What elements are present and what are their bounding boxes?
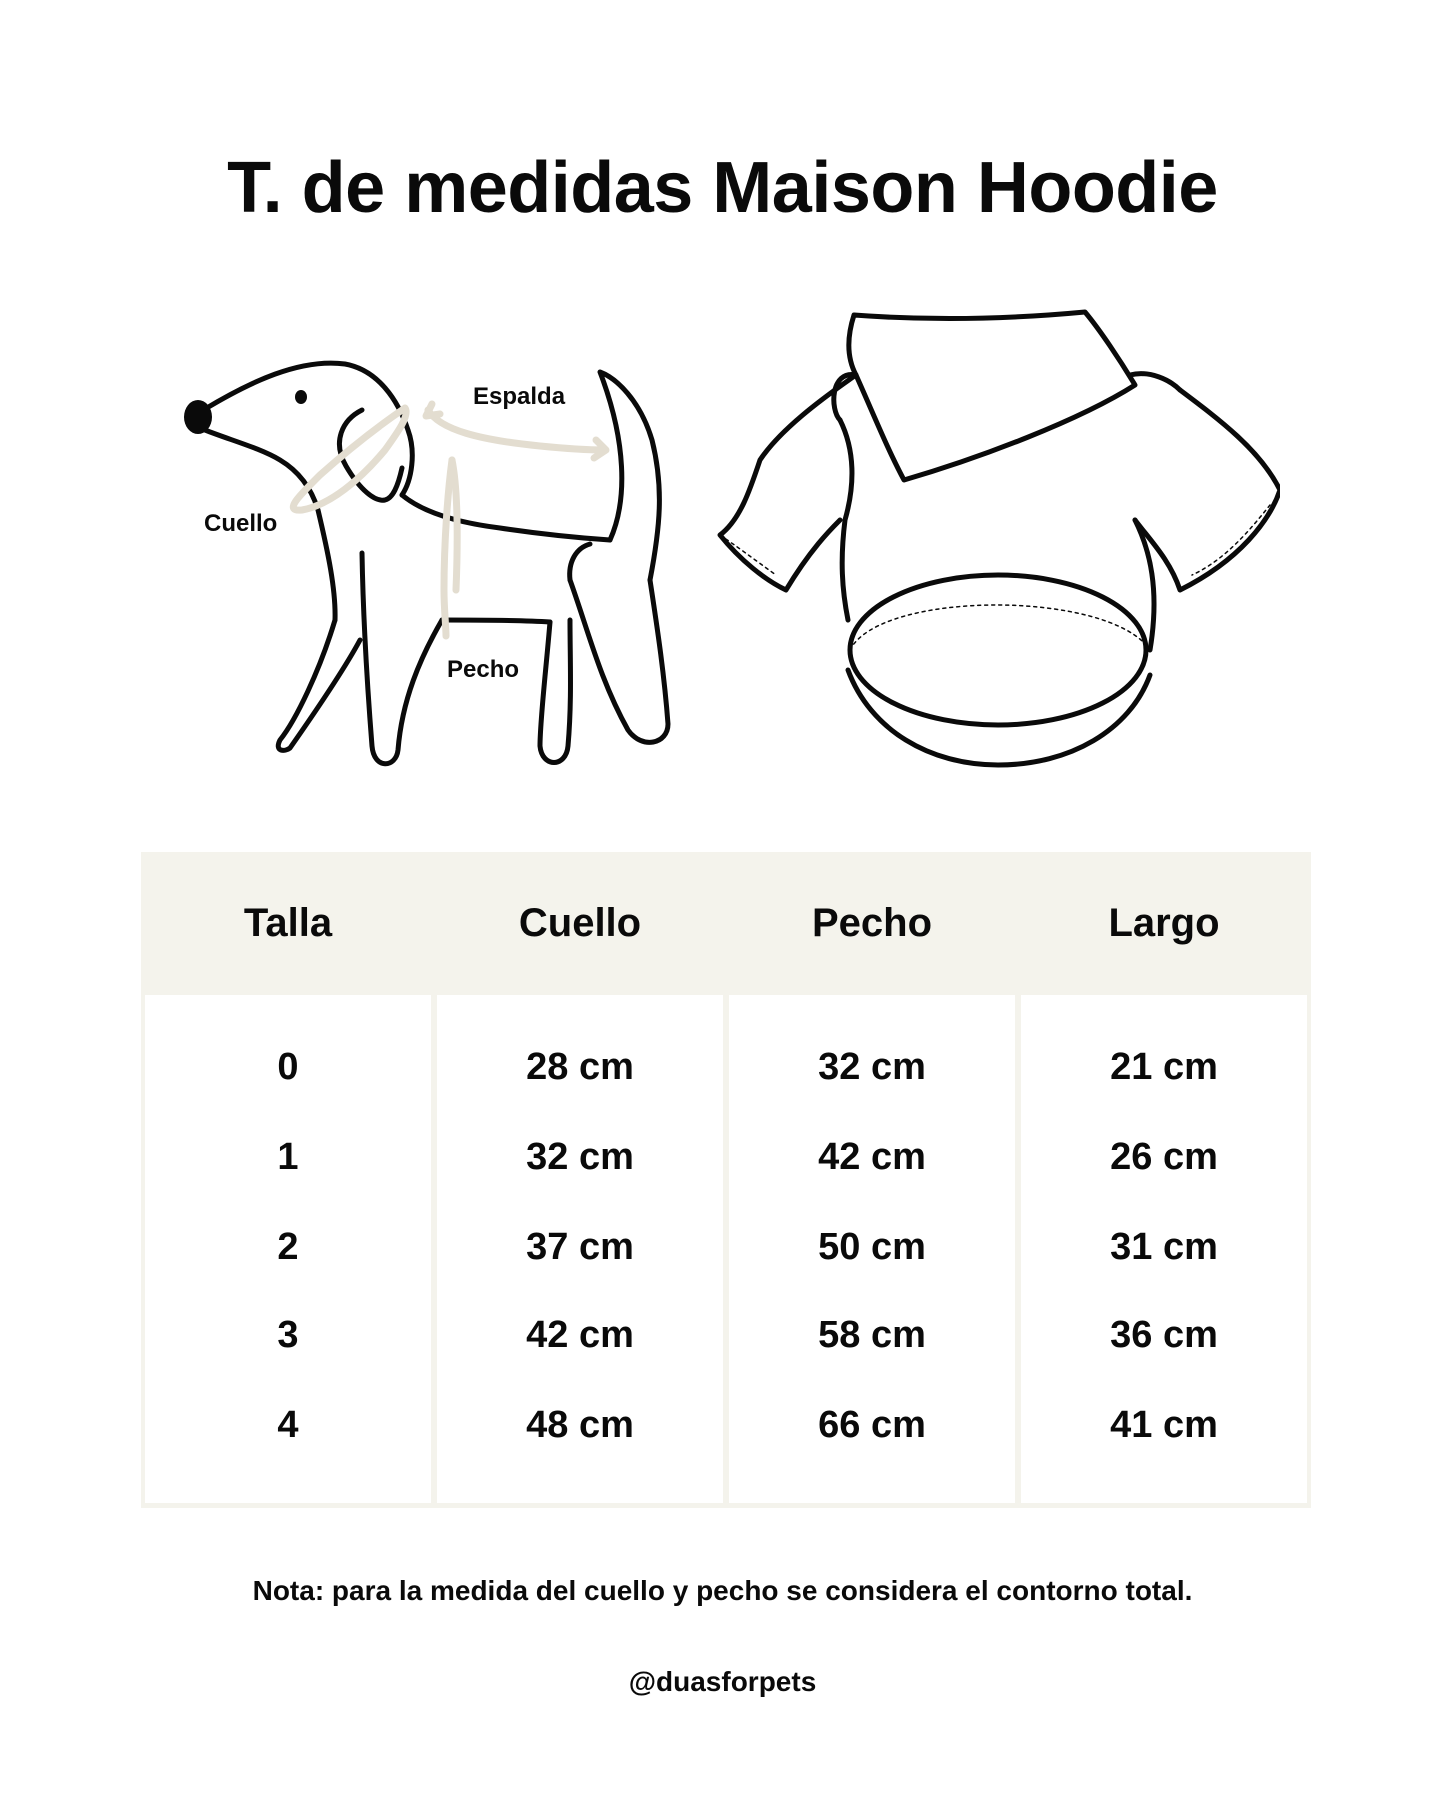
column-largo — [1021, 995, 1307, 1503]
dog-outline-icon — [0, 290, 720, 800]
cell-talla-4: 4 — [277, 1404, 299, 1446]
column-pecho — [729, 995, 1015, 1503]
cell-cuello-4: 48 cm — [526, 1404, 634, 1446]
cell-largo-0: 21 cm — [1110, 1046, 1218, 1088]
header-pecho: Pecho — [811, 901, 933, 945]
cell-pecho-4: 66 cm — [818, 1404, 926, 1446]
cell-talla-1: 1 — [277, 1136, 299, 1178]
illustration-area — [0, 290, 1445, 800]
dog-label-pecho: Pecho — [447, 656, 520, 683]
cell-pecho-0: 32 cm — [818, 1046, 926, 1088]
cell-pecho-3: 58 cm — [818, 1314, 926, 1356]
social-handle: @duasforpets — [628, 1666, 817, 1697]
header-cuello: Cuello — [518, 901, 642, 945]
dog-label-cuello: Cuello — [204, 510, 278, 537]
cell-cuello-2: 37 cm — [526, 1226, 634, 1268]
measurement-note: Nota: para la medida del cuello y pecho se considera el contorno total. — [252, 1575, 1193, 1606]
cell-largo-3: 36 cm — [1110, 1314, 1218, 1356]
cell-pecho-1: 42 cm — [818, 1136, 926, 1178]
size-table — [141, 852, 1311, 1508]
page-title: T. de medidas Maison Hoodie — [227, 148, 1218, 228]
cell-pecho-2: 50 cm — [818, 1226, 926, 1268]
hoodie-outline-icon — [680, 290, 1280, 800]
column-talla — [145, 995, 431, 1503]
cell-cuello-0: 28 cm — [526, 1046, 634, 1088]
table-header — [141, 852, 1311, 995]
header-talla: Talla — [243, 901, 333, 945]
cell-largo-1: 26 cm — [1110, 1136, 1218, 1178]
header-largo: Largo — [1108, 901, 1220, 945]
cell-cuello-3: 42 cm — [526, 1314, 634, 1356]
cell-talla-3: 3 — [277, 1314, 299, 1356]
cell-talla-2: 2 — [277, 1226, 299, 1268]
cell-cuello-1: 32 cm — [526, 1136, 634, 1178]
dog-label-espalda: Espalda — [473, 383, 566, 410]
cell-largo-4: 41 cm — [1110, 1404, 1218, 1446]
cell-largo-2: 31 cm — [1110, 1226, 1218, 1268]
cell-talla-0: 0 — [277, 1046, 299, 1088]
column-cuello — [437, 995, 723, 1503]
